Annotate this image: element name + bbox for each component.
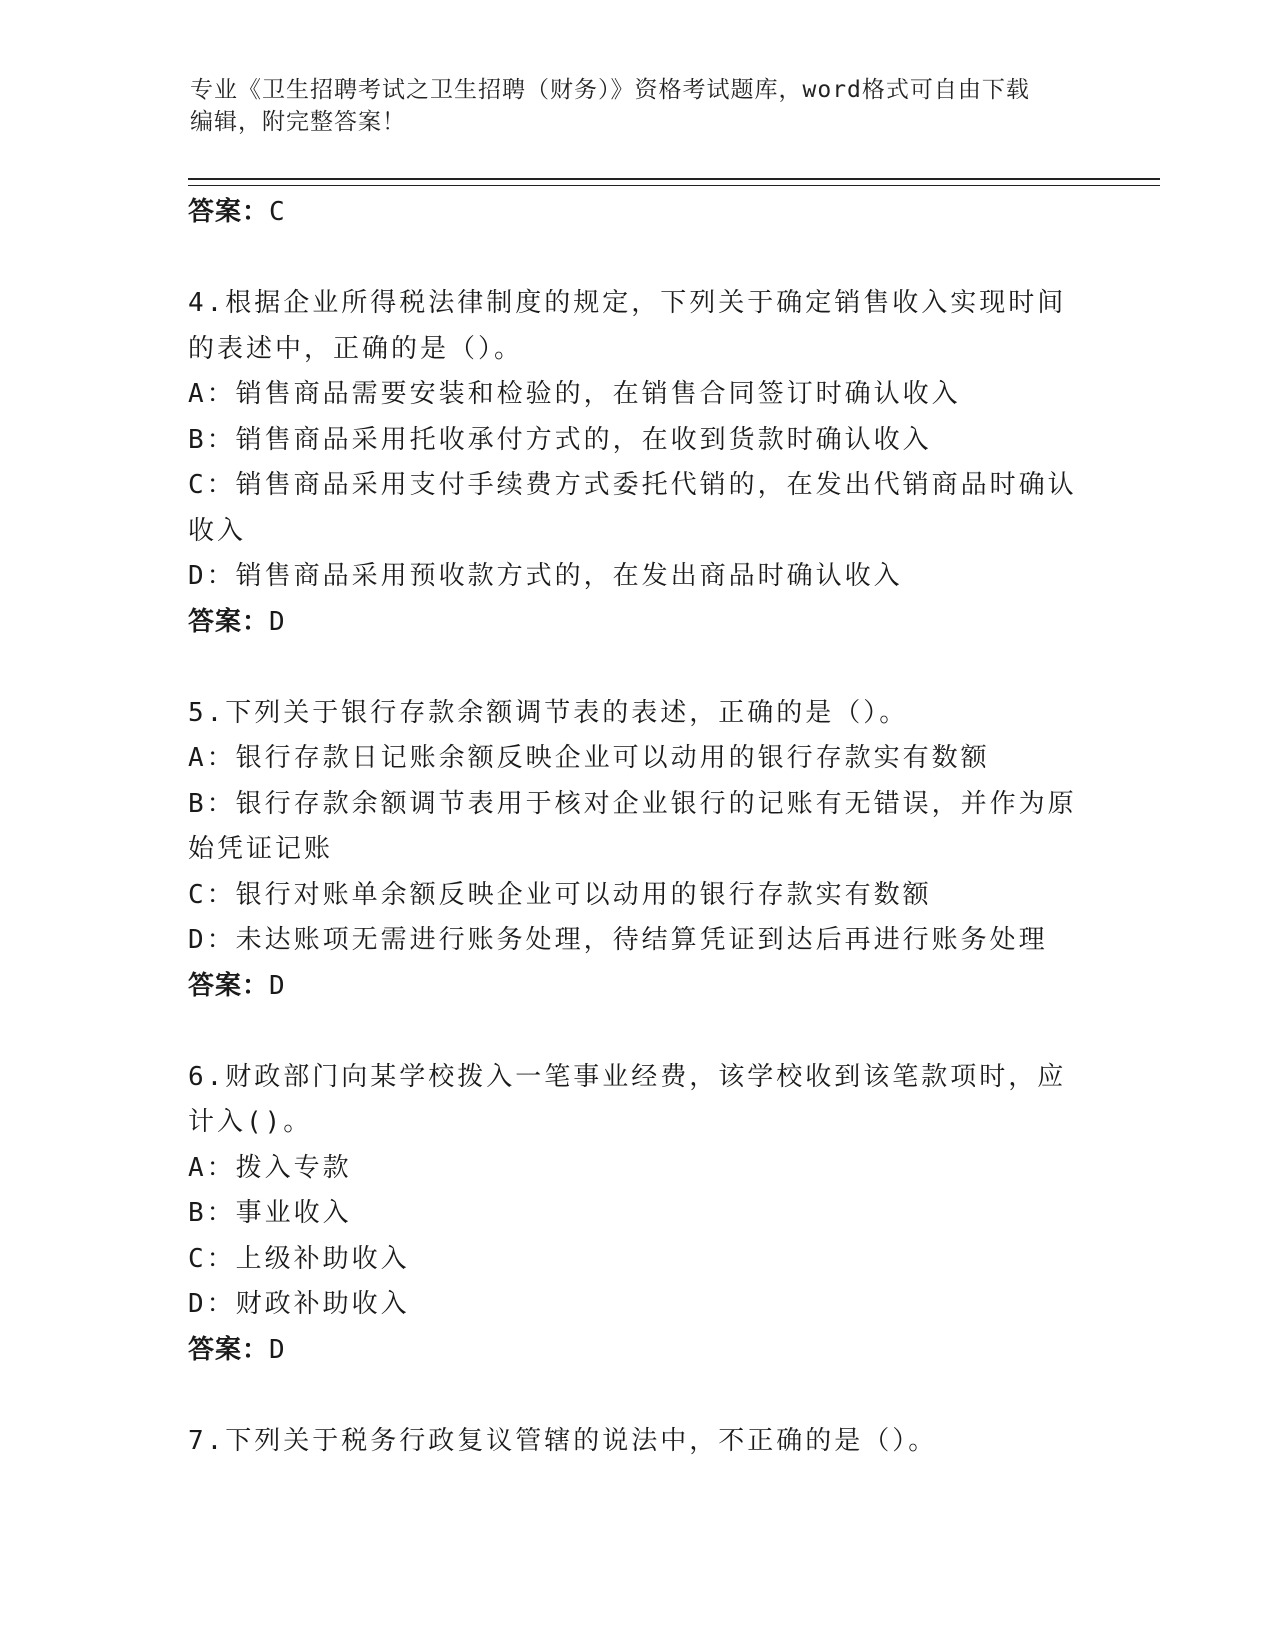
option-b: B：销售商品采用托收承付方式的，在收到货款时确认收入 — [188, 424, 932, 455]
question-block — [188, 1055, 1088, 1374]
answer-label: 答案： — [188, 1334, 270, 1365]
option-c-continued: 收入 — [188, 515, 247, 546]
question-block — [188, 1419, 1088, 1465]
question-block — [188, 281, 1088, 645]
question-stem-line: 4.根据企业所得税法律制度的规定，下列关于确定销售收入实现时间 — [188, 288, 1067, 318]
question-block — [188, 691, 1088, 1010]
header-rule — [188, 178, 1160, 186]
answer-label: 答案： — [188, 606, 270, 637]
question-answer — [188, 1328, 1088, 1374]
question-stem-line: 7.下列关于税务行政复议管辖的说法中，不正确的是（）。 — [188, 1425, 938, 1456]
option-a: A：销售商品需要安装和检验的，在销售合同签订时确认收入 — [188, 379, 961, 409]
spacer — [188, 1009, 1088, 1055]
option-b-continued: 始凭证记账 — [188, 834, 334, 864]
answer-value: D — [269, 606, 286, 637]
question-answer — [188, 964, 1088, 1010]
option-a: A：拨入专款 — [188, 1152, 352, 1183]
answer-label: 答案： — [188, 197, 270, 227]
answer-label: 答案： — [188, 970, 270, 1001]
option-d: D：销售商品采用预收款方式的，在发出商品时确认收入 — [188, 561, 903, 591]
option-b: B：银行存款余额调节表用于核对企业银行的记账有无错误，并作为原 — [188, 788, 1077, 819]
answer-value: C — [269, 197, 286, 227]
document-header — [190, 74, 1090, 138]
question-stem-line: 5.下列关于银行存款余额调节表的表述，正确的是（）。 — [188, 697, 909, 728]
question-answer — [188, 600, 1088, 646]
option-d: D：未达账项无需进行账务处理，待结算凭证到达后再进行账务处理 — [188, 925, 1048, 955]
option-a: A：银行存款日记账余额反映企业可以动用的银行存款实有数额 — [188, 743, 990, 773]
answer-value: D — [269, 1334, 286, 1365]
question-list — [188, 190, 1088, 1464]
header-line-1: 专业《卫生招聘考试之卫生招聘（财务）》资格考试题库，word格式可自由下载 — [190, 77, 1030, 103]
question-stem-line: 计入()。 — [188, 1107, 313, 1137]
spacer — [188, 1373, 1088, 1419]
header-line-2: 编辑，附完整答案！ — [190, 109, 406, 135]
option-b: B：事业收入 — [188, 1198, 352, 1228]
spacer — [188, 236, 1088, 282]
question-stem-line: 的表述中，正确的是（）。 — [188, 333, 524, 364]
option-c: C：银行对账单余额反映企业可以动用的银行存款实有数额 — [188, 879, 932, 910]
question-stem-line: 6.财政部门向某学校拨入一笔事业经费，该学校收到该笔款项时，应 — [188, 1061, 1067, 1092]
option-c: C：上级补助收入 — [188, 1243, 410, 1274]
option-c: C：销售商品采用支付手续费方式委托代销的，在发出代销商品时确认 — [188, 470, 1077, 500]
option-d: D：财政补助收入 — [188, 1289, 410, 1319]
answer-value: D — [269, 970, 286, 1001]
spacer — [188, 645, 1088, 691]
previous-answer — [188, 190, 1088, 236]
